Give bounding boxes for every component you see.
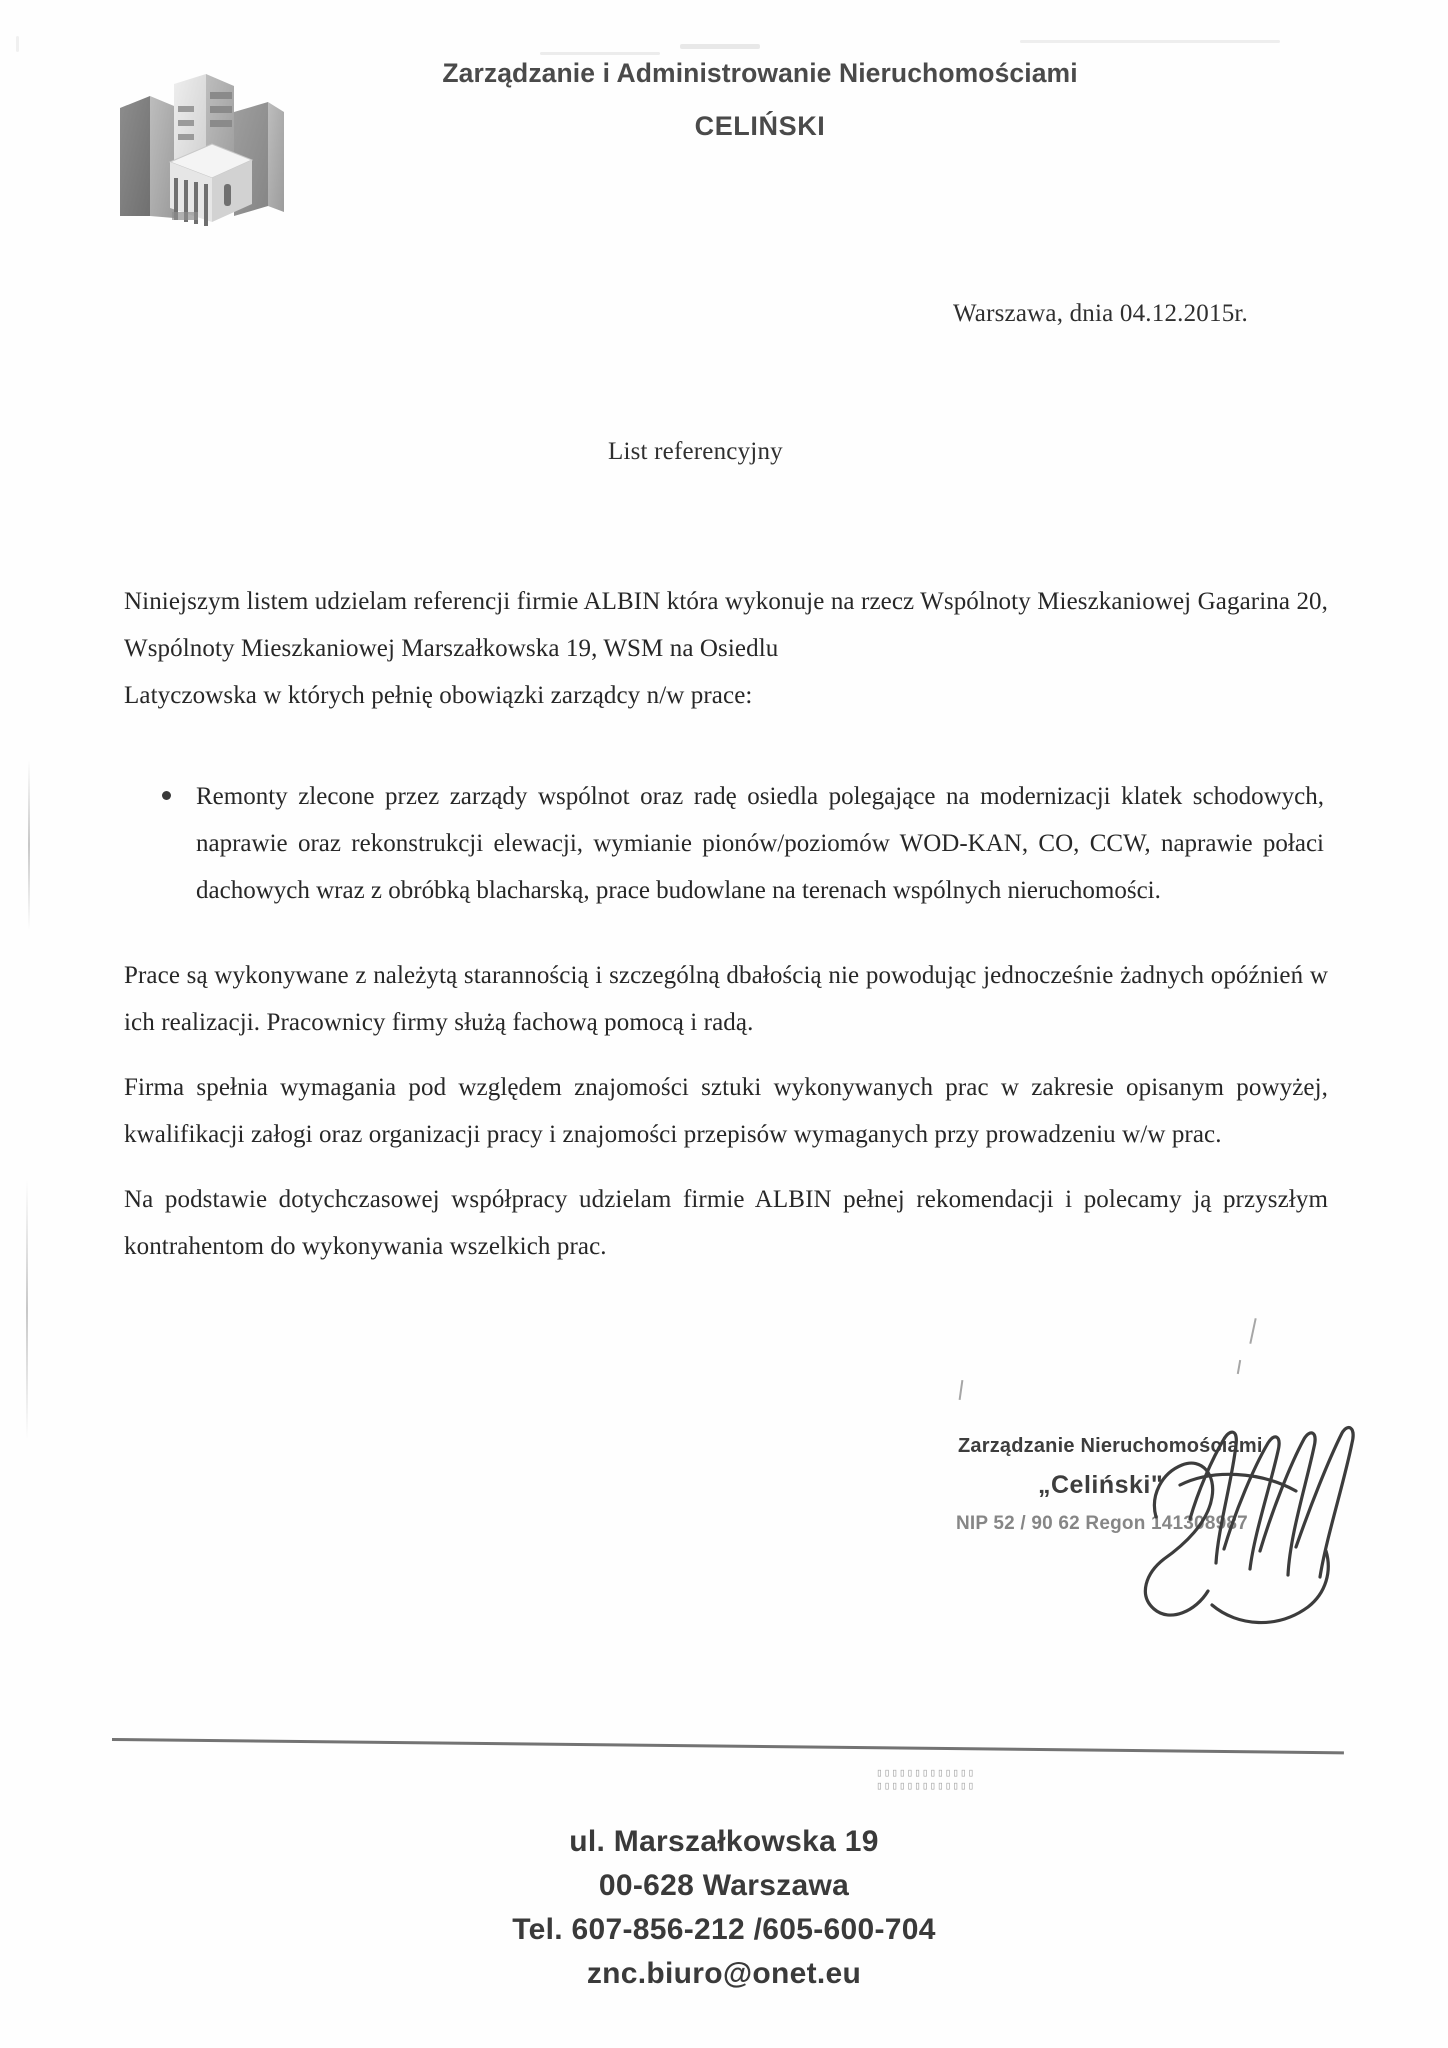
paragraph-intro-last-line: Latyczowska w których pełnię obowiązki zarządcy n/w prace: [124, 682, 753, 709]
company-name-line-2: CELIŃSKI [694, 111, 826, 141]
footer-phone: Tel. 607-856-212 /605-600-704 [512, 1913, 936, 1946]
letter-body [124, 578, 1328, 1270]
stamp-line-nip-regon: NIP 52 / 90 62 Regon 141308987 [956, 1513, 1248, 1534]
footer-email: znc.biuro@onet.eu [586, 1957, 862, 1990]
list-item [196, 773, 1328, 914]
date-line: Warszawa, dnia 04.12.2015r. [953, 300, 1248, 327]
footer-contact-block [0, 1820, 1448, 1996]
buildings-logo-icon [112, 66, 292, 226]
pen-mark [959, 1380, 964, 1400]
signature-stamp-block [930, 1425, 1350, 1655]
scan-artifact [680, 44, 760, 49]
scan-artifact [540, 52, 660, 55]
footer-address-city: 00-628 Warszawa [598, 1869, 850, 1902]
pen-mark [1249, 1318, 1256, 1344]
stamp-line-company: Zarządzanie Nieruchomościami [958, 1435, 1263, 1457]
pen-mark [1237, 1360, 1241, 1374]
paragraph-intro: Niniejszym listem udzielam referencji firmie ALBIN która wykonuje na rzecz Wspólnoty Mieszkaniowej Gagarina 20, Wspólnoty Mieszkaniowej Marszałkowska 19, WSM na Osiedlu [124, 588, 1328, 662]
company-name-line-1: Zarządzanie i Administrowanie Nieruchomościami [442, 58, 1078, 88]
stamp-line-owner: „Celiński" [1038, 1471, 1164, 1499]
list-item-text: Remonty zlecone przez zarządy wspólnot oraz radę osiedla polegające na modernizacji klatek schodowych, naprawie oraz rekonstrukcji elewacji, wymianie pionów/poziomów WOD-KAN, CO, CCW, naprawie połaci dachowych wraz z obróbką blacharską, prace budowlane na terenach wspólnych nieruchomości. [196, 783, 1324, 904]
company-name-block [330, 58, 1190, 142]
footer-barcode-marks [876, 1768, 1036, 1794]
paragraph-recommendation: Na podstawie dotychczasowej współpracy udzielam firmie ALBIN pełnej rekomendacji i polecamy ją przyszłym kontrahentom do wykonywania wszelkich prac. [124, 1186, 1328, 1260]
barcode-row: ▯▯▯▯▯▯▯▯▯▯▯▯▯ [876, 1781, 976, 1793]
scan-margin-edge [26, 1180, 28, 1440]
document-title: List referencyjny [608, 438, 783, 465]
footer-address-street: ul. Marszałkowska 19 [569, 1825, 879, 1858]
scan-artifact [16, 36, 19, 52]
works-bullet-list [124, 773, 1328, 914]
paragraph-requirements: Firma spełnia wymagania pod względem znajomości sztuki wykonywanych prac w zakresie opisanym powyżej, kwalifikacji załogi oraz organizacji pracy i znajomości przepisów wymaganych przy prowadzeniu w/w prac. [124, 1074, 1328, 1148]
scan-margin-edge [28, 760, 30, 930]
bullet-dot-icon [162, 791, 171, 800]
barcode-row: ▯▯▯▯▯▯▯▯▯▯▯▯▯ [876, 1768, 976, 1780]
footer-divider [112, 1738, 1344, 1754]
paragraph-quality: Prace są wykonywane z należytą starannością i szczególną dbałością nie powodując jednocześnie żadnych opóźnień w ich realizacji. Pracownicy firmy służą fachową pomocą i radą. [124, 962, 1328, 1036]
scan-artifact [1020, 40, 1280, 43]
letterhead [0, 58, 1448, 248]
